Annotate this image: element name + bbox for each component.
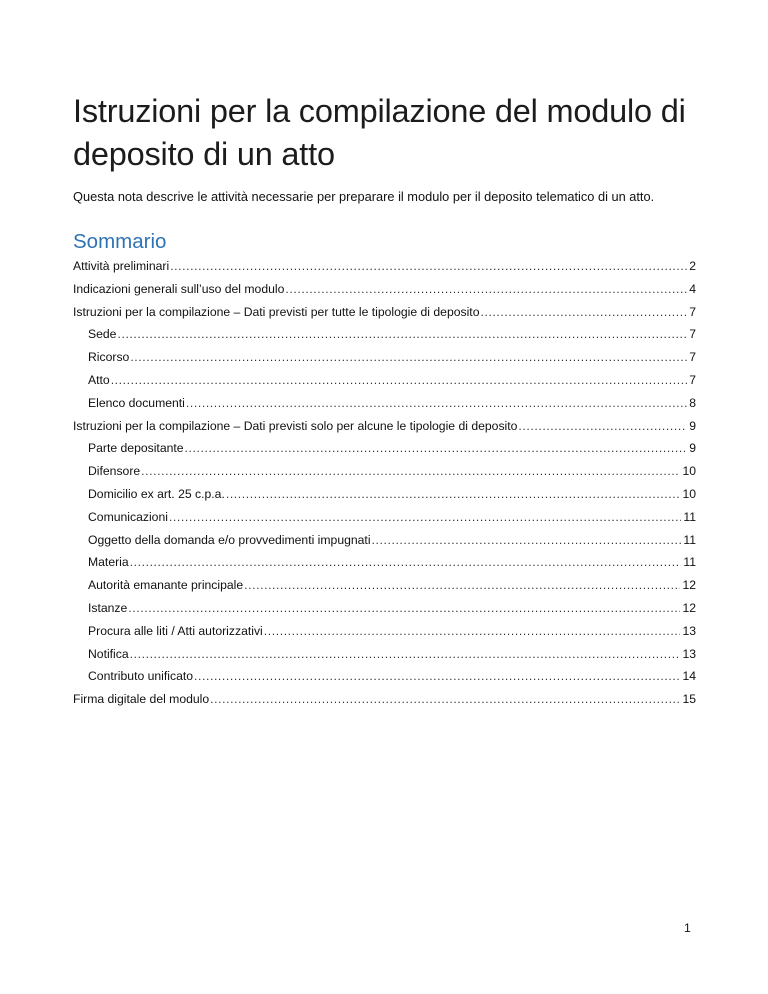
toc-dot-leader xyxy=(130,643,681,666)
toc-dot-leader xyxy=(186,392,687,415)
toc-dot-leader xyxy=(170,255,687,278)
toc-entry-page-number[interactable]: 15 xyxy=(682,692,696,707)
toc-dot-leader xyxy=(141,460,680,483)
toc-entry[interactable] xyxy=(73,346,696,369)
toc-entry[interactable] xyxy=(73,665,696,688)
toc-entry[interactable] xyxy=(73,255,696,278)
toc-entry-page-number[interactable]: 14 xyxy=(682,669,696,684)
toc-entry-label[interactable]: Parte depositante xyxy=(88,441,184,456)
toc-dot-leader xyxy=(285,278,687,301)
toc-entry-page-number[interactable]: 9 xyxy=(689,418,696,433)
toc-entry-label[interactable]: Notifica xyxy=(88,646,129,661)
toc-dot-leader xyxy=(518,415,687,438)
toc-entry[interactable] xyxy=(73,301,696,324)
toc-entry[interactable] xyxy=(73,415,696,438)
intro-paragraph: Questa nota descrive le attività necessarie per preparare il modulo per il deposito telematico di un atto. xyxy=(73,188,655,204)
toc-entry-label[interactable]: Istruzioni per la compilazione – Dati previsti solo per alcune le tipologie di deposito xyxy=(73,418,518,433)
toc-entry[interactable] xyxy=(73,688,696,711)
toc-dot-leader xyxy=(130,346,687,369)
toc-entry-page-number[interactable]: 9 xyxy=(689,441,696,456)
toc-entry-page-number[interactable]: 4 xyxy=(689,281,696,296)
toc-entry-page-number[interactable]: 7 xyxy=(689,350,696,365)
toc-entry-label[interactable]: Oggetto della domanda e/o provvedimenti impugnati xyxy=(88,532,371,547)
toc-entry-label[interactable]: Autorità emanante principale xyxy=(88,578,244,593)
toc-entry[interactable] xyxy=(73,369,696,392)
toc-dot-leader xyxy=(194,665,680,688)
toc-dot-leader xyxy=(130,551,682,574)
toc-entry[interactable] xyxy=(73,643,696,666)
toc-entry-page-number[interactable]: 2 xyxy=(689,259,696,273)
toc-entry-page-number[interactable]: 10 xyxy=(682,486,696,501)
toc-entry-page-number[interactable]: 8 xyxy=(689,395,696,410)
toc-entry-label[interactable]: Domicilio ex art. 25 c.p.a. xyxy=(88,486,225,501)
toc-entry-page-number[interactable]: 12 xyxy=(682,578,696,593)
toc-entry[interactable] xyxy=(73,392,696,415)
toc-dot-leader xyxy=(111,369,688,392)
table-of-contents xyxy=(73,255,696,711)
toc-entry-page-number[interactable]: 12 xyxy=(682,600,696,615)
toc-entry[interactable] xyxy=(73,323,696,346)
toc-dot-leader xyxy=(117,323,687,346)
toc-entry-label[interactable]: Procura alle liti / Atti autorizzativi xyxy=(88,623,263,638)
page-number: 1 xyxy=(684,921,691,935)
toc-entry[interactable] xyxy=(73,460,696,483)
toc-entry-label[interactable]: Contributo unificato xyxy=(88,669,194,684)
toc-entry-page-number[interactable]: 11 xyxy=(683,532,696,547)
toc-entry[interactable] xyxy=(73,620,696,643)
toc-entry-label[interactable]: Ricorso xyxy=(88,350,130,365)
toc-dot-leader xyxy=(244,574,680,597)
toc-entry[interactable] xyxy=(73,506,696,529)
toc-entry-page-number[interactable]: 7 xyxy=(689,372,696,387)
toc-heading: Sommario xyxy=(73,230,167,253)
toc-entry[interactable] xyxy=(73,551,696,574)
toc-entry-page-number[interactable]: 7 xyxy=(689,327,696,342)
toc-entry-page-number[interactable]: 13 xyxy=(682,623,696,638)
toc-dot-leader xyxy=(264,620,681,643)
toc-entry-page-number[interactable]: 7 xyxy=(689,304,696,319)
toc-dot-leader xyxy=(185,437,688,460)
toc-dot-leader xyxy=(128,597,680,620)
toc-entry-label[interactable]: Difensore xyxy=(88,464,141,479)
toc-entry-label[interactable]: Istruzioni per la compilazione – Dati previsti per tutte le tipologie di deposito xyxy=(73,304,480,319)
toc-entry-page-number[interactable]: 11 xyxy=(683,555,696,570)
toc-entry-label[interactable]: Comunicazioni xyxy=(88,509,168,524)
toc-dot-leader xyxy=(480,301,687,324)
toc-entry[interactable] xyxy=(73,437,696,460)
toc-dot-leader xyxy=(226,483,681,506)
toc-dot-leader xyxy=(372,529,682,552)
toc-entry[interactable] xyxy=(73,597,696,620)
toc-entry-label[interactable]: Istanze xyxy=(88,600,128,615)
toc-dot-leader xyxy=(169,506,681,529)
toc-entry-page-number[interactable]: 13 xyxy=(682,646,696,661)
toc-entry-page-number[interactable]: 11 xyxy=(683,509,696,524)
toc-entry[interactable] xyxy=(73,574,696,597)
toc-entry-page-number[interactable]: 10 xyxy=(682,464,696,479)
toc-entry-label[interactable]: Firma digitale del modulo xyxy=(73,692,210,707)
toc-entry[interactable] xyxy=(73,529,696,552)
page-title: Istruzioni per la compilazione del modulo di deposito di un atto xyxy=(73,92,686,172)
toc-entry-label[interactable]: Elenco documenti xyxy=(88,395,185,410)
toc-entry[interactable] xyxy=(73,278,696,301)
toc-entry-label[interactable]: Sede xyxy=(88,327,117,342)
toc-entry-label[interactable]: Atto xyxy=(88,372,110,387)
toc-entry-label[interactable]: Indicazioni generali sull’uso del modulo xyxy=(73,281,285,296)
toc-dot-leader xyxy=(210,688,680,711)
toc-entry[interactable] xyxy=(73,483,696,506)
toc-entry-label[interactable]: Materia xyxy=(88,555,129,570)
toc-entry-label[interactable]: Attività preliminari xyxy=(73,259,170,273)
